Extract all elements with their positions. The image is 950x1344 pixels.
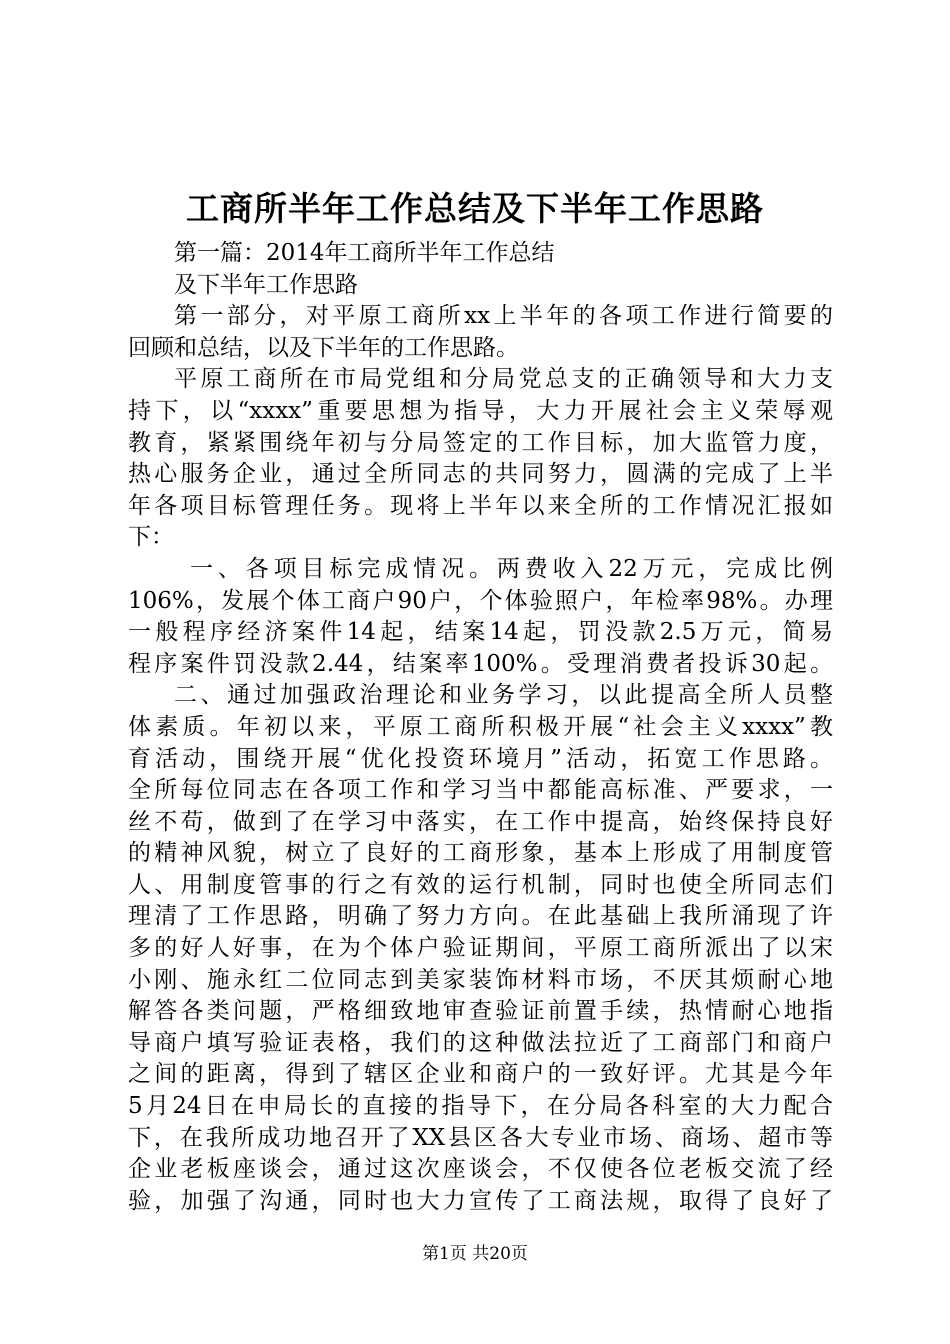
paragraph-line: 5月24日在申局长的直接的指导下，在分局各科室的大力配合: [128, 1093, 833, 1120]
section-heading-line: 及下半年工作思路: [174, 271, 358, 298]
paragraph-line: 第一部分，对平原工商所xx上半年的各项工作进行简要的: [174, 303, 833, 330]
paragraph-line: 教育，紧紧围绕年初与分局签定的工作目标，加大监管力度，: [128, 429, 833, 456]
paragraph-line: 一、各项目标完成情况。两费收入22万元，完成比例: [190, 555, 833, 582]
document-title: 工商所半年工作总结及下半年工作思路: [186, 189, 764, 228]
paragraph-line: 导商户填写验证表格，我们的这种做法拉近了工商部门和商户: [128, 1029, 833, 1056]
paragraph-line: 年各项目标管理任务。现将上半年以来全所的工作情况汇报如: [128, 492, 833, 519]
paragraph-line: 小刚、施永红二位同志到美家装饰材料市场，不厌其烦耐心地: [128, 966, 833, 993]
section-heading-line: 第一篇：2014年工商所半年工作总结: [174, 240, 555, 266]
paragraph-line: 一般程序经济案件14起，结案14起，罚没款2.5万元，简易: [128, 619, 833, 646]
paragraph-line: 人、用制度管事的行之有效的运行机制，同时也使全所同志们: [128, 871, 833, 898]
paragraph-line: 之间的距离，得到了辖区企业和商户的一致好评。尤其是今年: [128, 1061, 833, 1088]
paragraph-line: 体素质。年初以来，平原工商所积极开展“社会主义xxxx”教: [128, 713, 833, 740]
paragraph-line: 解答各类问题，严格细致地审查验证前置手续，热情耐心地指: [128, 998, 833, 1025]
page-number-footer: 第1页 共20页: [422, 1244, 528, 1264]
paragraph-line: 二、通过加强政治理论和业务学习，以此提高全所人员整: [174, 682, 833, 709]
document-body: [128, 238, 833, 1217]
paragraph-line: 平原工商所在市局党组和分局党总支的正确领导和大力支: [174, 366, 833, 393]
paragraph-line: 理清了工作思路，明确了努力方向。在此基础上我所涌现了许: [128, 903, 833, 930]
paragraph-line: 全所每位同志在各项工作和学习当中都能高标准、严要求，一: [128, 777, 833, 804]
paragraph-line: 育活动，围绕开展“优化投资环境月”活动，拓宽工作思路。: [128, 745, 833, 772]
paragraph-line: 下，在我所成功地召开了XX县区各大专业市场、商场、超市等: [128, 1124, 833, 1151]
paragraph-line: 106%，发展个体工商户90户，个体验照户，年检率98%。办理: [128, 587, 833, 614]
paragraph-line: 丝不苟，做到了在学习中落实，在工作中提高，始终保持良好: [128, 808, 833, 835]
paragraph-line: 程序案件罚没款2.44，结案率100%。受理消费者投诉30起。: [128, 650, 833, 677]
paragraph-line: 回顾和总结，以及下半年的工作思路。: [128, 334, 519, 361]
paragraph-line: 热心服务企业，通过全所同志的共同努力，圆满的完成了上半: [128, 461, 833, 488]
paragraph-line: 多的好人好事，在为个体户验证期间，平原工商所派出了以宋: [128, 935, 833, 962]
paragraph-line: 下：: [128, 524, 174, 551]
paragraph-line: 持下，以“xxxx”重要思想为指导，大力开展社会主义荣辱观: [128, 397, 833, 424]
paragraph-line: 验，加强了沟通，同时也大力宣传了工商法规，取得了良好了: [128, 1187, 833, 1214]
paragraph-line: 企业老板座谈会，通过这次座谈会，不仅使各位老板交流了经: [128, 1156, 833, 1183]
paragraph-line: 的精神风貌，树立了良好的工商形象，基本上形成了用制度管: [128, 840, 833, 867]
